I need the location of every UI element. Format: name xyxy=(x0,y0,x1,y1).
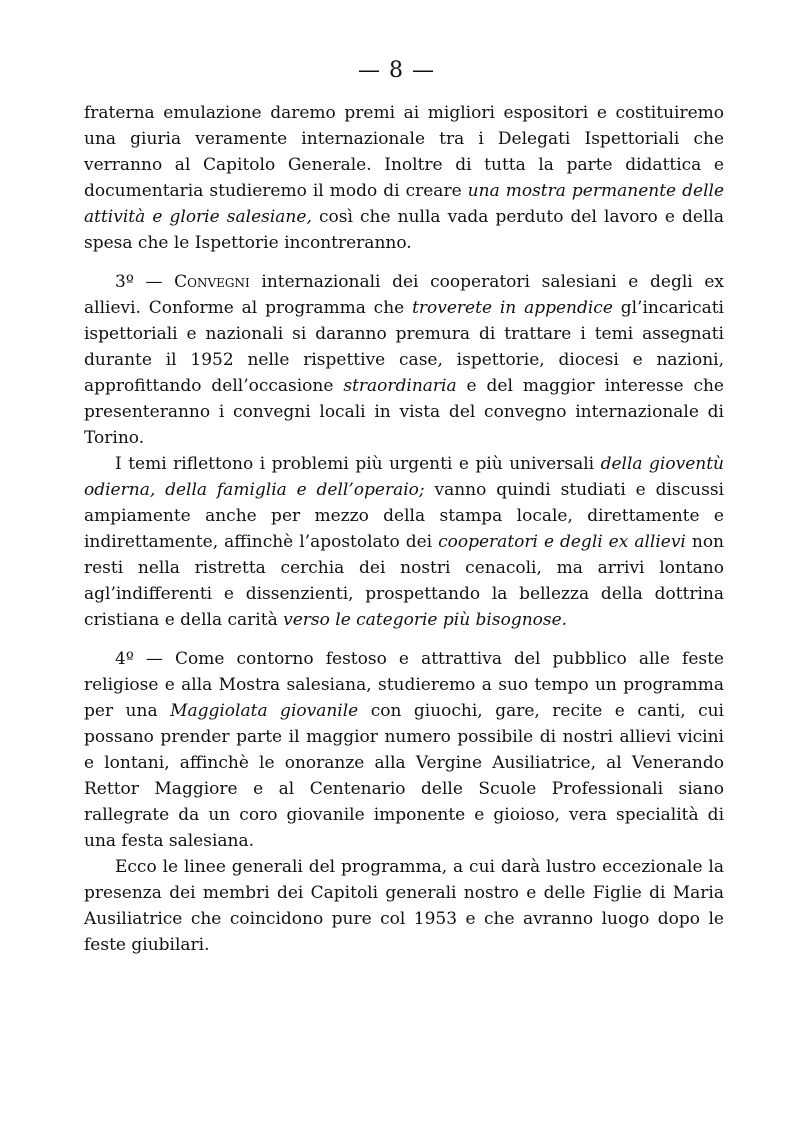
body-text xyxy=(84,100,724,958)
paragraph-4-text-b: con giuochi, gare, recite e canti, cui possano prender parte il maggior numero possibile di nostri allievi vicini e lontani, affinchè le onoranze alla Vergine Ausiliatrice, al Venerando Rettor Maggiore e al Centenario delle Scuole Professionali siano rallegrate da un coro giovanile imponente e gioioso, vera specialità di una festa salesiana. xyxy=(84,701,724,851)
paragraph-1-emphasis: una mostra permanente delle attività e glorie salesiane, xyxy=(84,181,725,227)
paragraph-4-emphasis: Maggiolata giovanile xyxy=(170,701,359,721)
paragraph-4 xyxy=(84,646,724,854)
paragraph-3-emphasis-3: verso le categorie più bisognose. xyxy=(283,610,568,630)
section-heading-convegni: Convegni xyxy=(174,272,250,292)
paragraph-1-end: così che nulla vada perduto del lavoro e della spesa che le Ispettorie incontreranno. xyxy=(84,207,725,253)
paragraph-2-emphasis: troverete in appendice xyxy=(412,298,613,318)
paragraph-3-emphasis-2: cooperatori e degli ex allievi xyxy=(438,532,686,552)
paragraph-1-text: fraterna emulazione daremo premi ai migliori espositori e costituiremo una giuria veramente internazionale tra i Delegati Ispettoriali che verranno al Capitolo Generale. Inoltre di tutta la parte didattica e documentaria studieremo il modo di creare xyxy=(84,103,724,201)
paragraph-3-text-b: vanno quindi studiati e discussi ampiamente anche per mezzo della stampa locale, direttamente e indirettamente, affinchè l’apostolato dei xyxy=(84,480,724,552)
paragraph-1 xyxy=(84,100,724,256)
paragraph-5-text: Ecco le linee generali del programma, a cui darà lustro eccezionale la presenza dei membri dei Capitoli generali nostro e delle Figlie di Maria Ausiliatrice che coincidono pure col 1953 e che avranno luogo dopo le feste giubilari. xyxy=(84,857,724,955)
paragraph-3-text-a: I temi riflettono i problemi più urgenti e più universali xyxy=(115,454,595,474)
paragraph-2-text-c: e del maggior interesse che presenteranno i convegni locali in vista del convegno internazionale di Torino. xyxy=(84,376,724,448)
section-number-3: 3º — xyxy=(115,272,163,292)
paragraph-2-text-a: internazionali dei cooperatori salesiani e degli ex allievi. Conforme al programma che xyxy=(84,272,725,318)
section-number-4: 4º — xyxy=(115,649,163,669)
paragraph-3-text-c: non resti nella ristretta cerchia dei nostri cenacoli, ma arrivi lontano agl’indifferenti e dissenzienti, prospettando la bellezza della dottrina cristiana e della carità xyxy=(84,532,725,630)
paragraph-3-emphasis: della gioventù odierna, della famiglia e dell’operaio; xyxy=(84,454,724,500)
paragraph-2-text-b: gl’incaricati ispettoriali e nazionali si daranno premura di trattare i temi assegnati durante il 1952 nelle rispettive case, ispettorie, diocesi e nazioni, approfittando dell’occasione xyxy=(84,298,724,396)
paragraph-2-emphasis-2: straordinaria xyxy=(343,376,457,396)
paragraph-5 xyxy=(84,854,724,958)
paragraph-2 xyxy=(84,269,724,451)
paragraph-3 xyxy=(84,451,724,633)
paragraph-4-text-a: Come contorno festoso e attrattiva del pubblico alle feste religiose e alla Mostra salesiana, studieremo a suo tempo un programma per una xyxy=(84,649,724,721)
page-number: — 8 — xyxy=(358,58,435,83)
